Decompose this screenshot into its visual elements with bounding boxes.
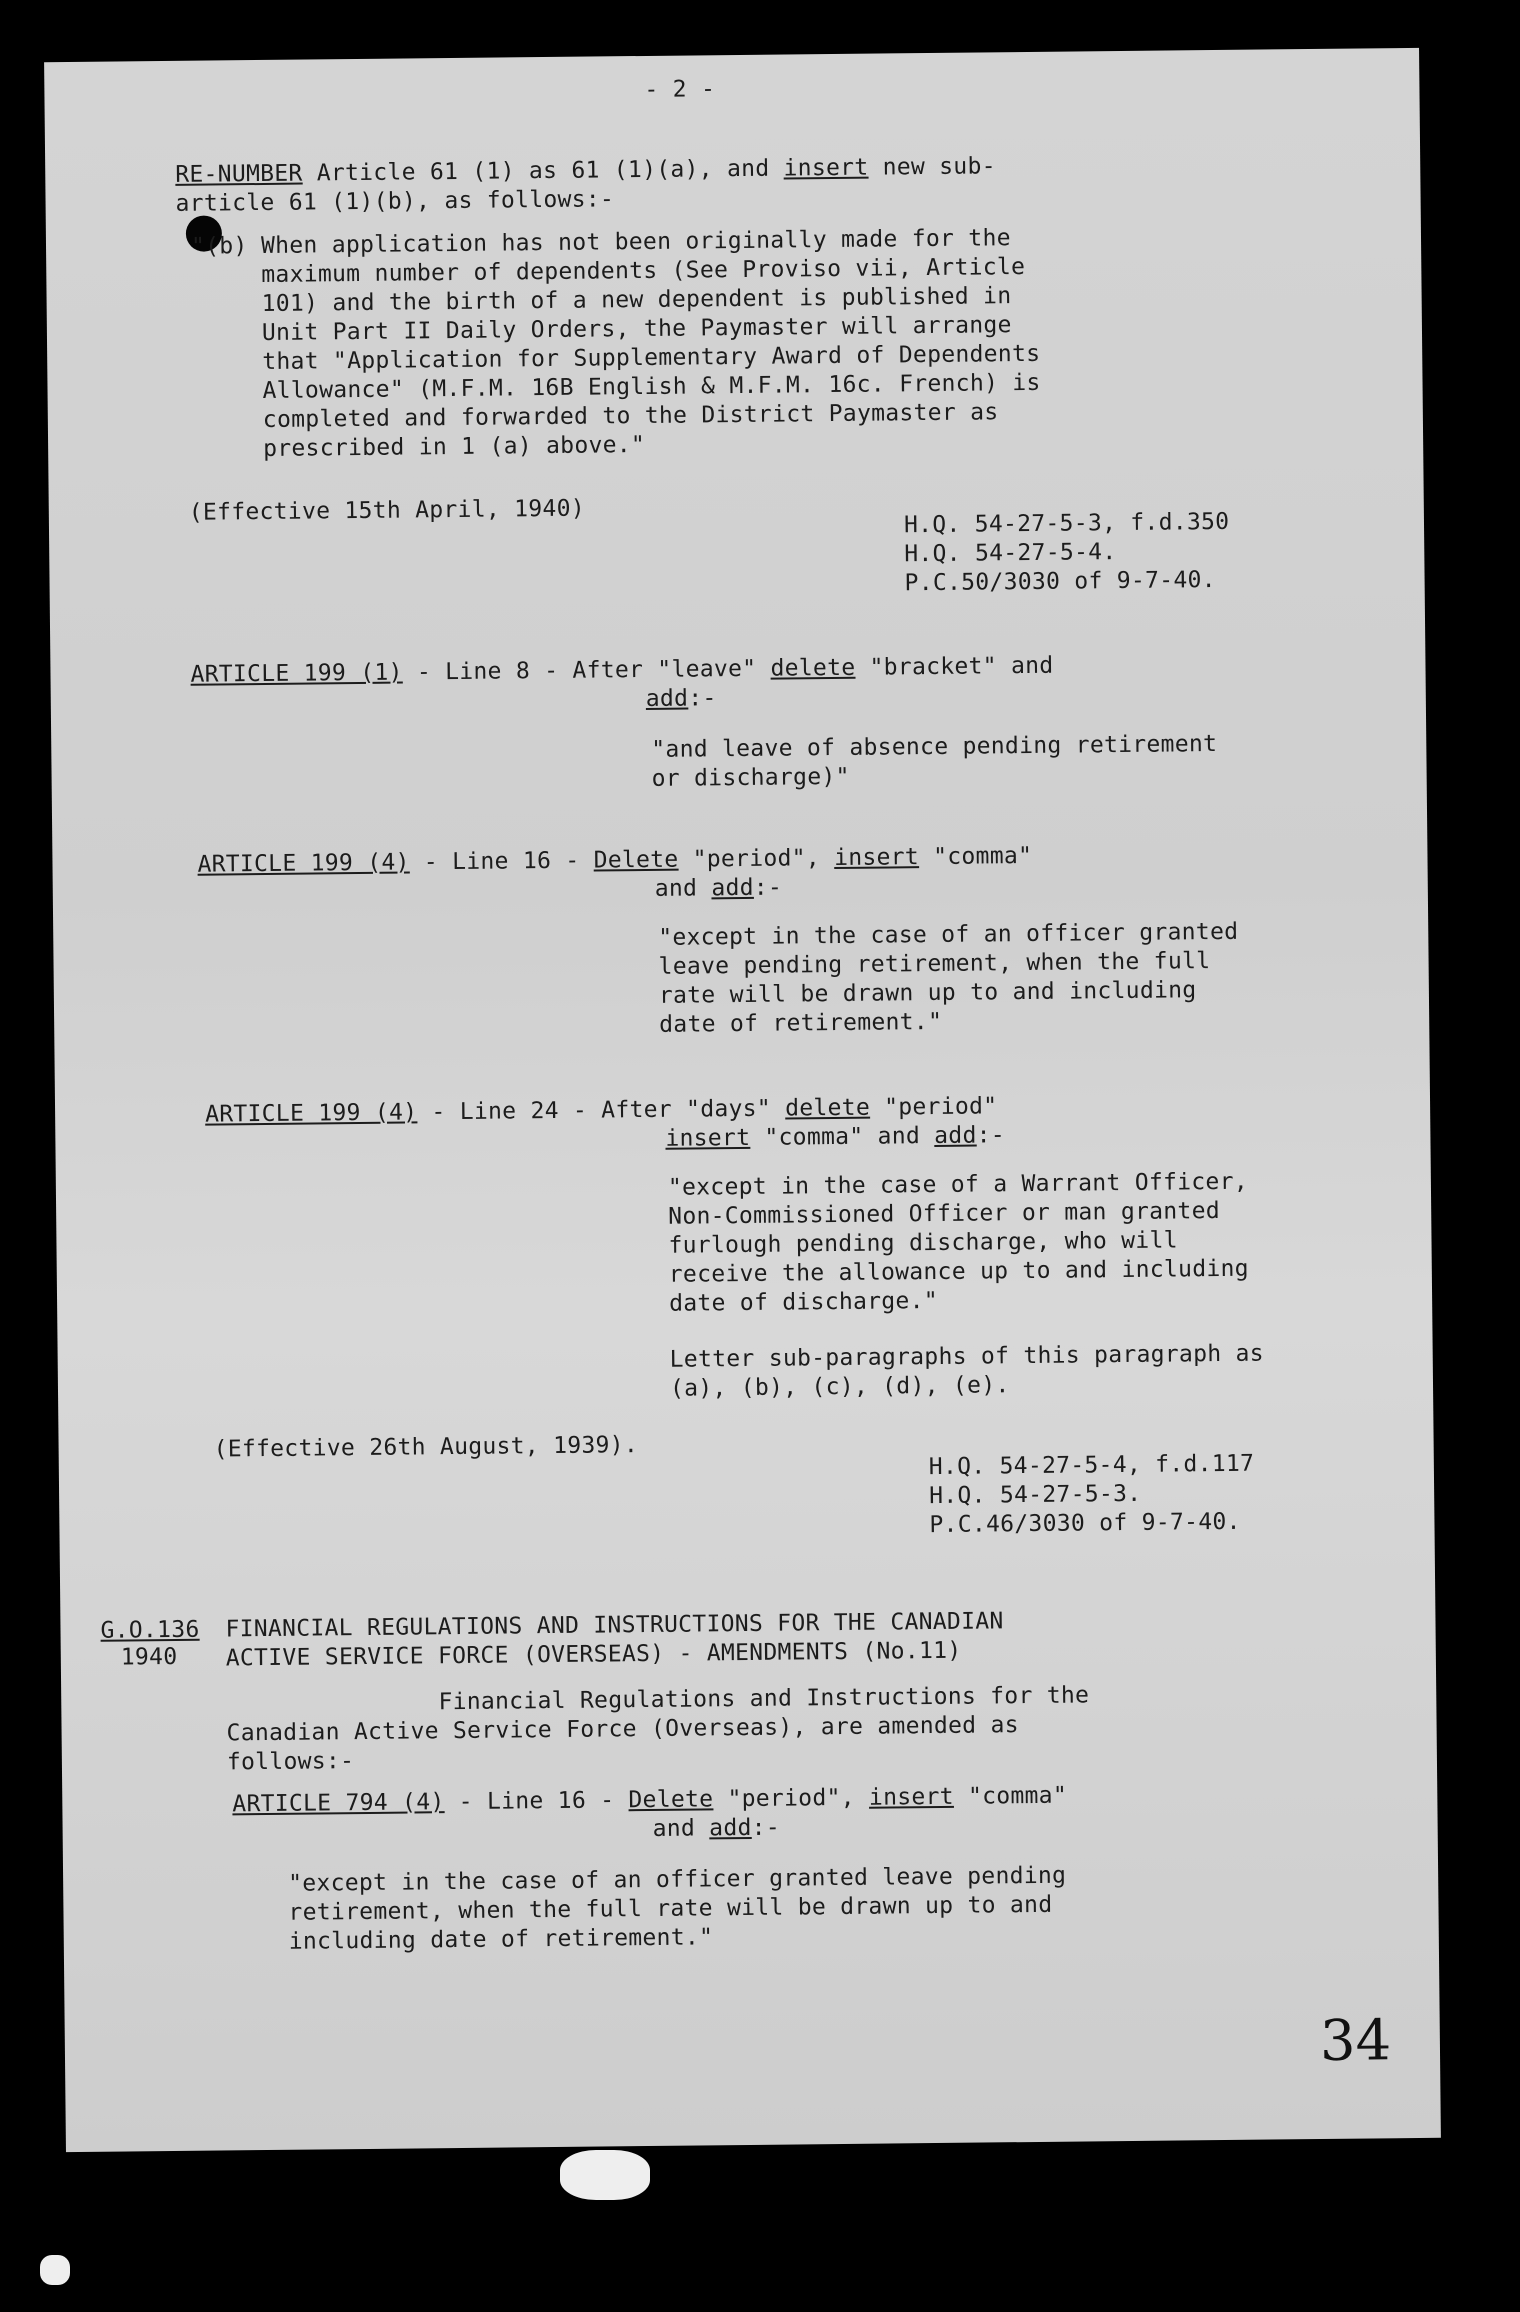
- quote-line: "and leave of absence pending retirement: [651, 731, 1218, 763]
- instruction-text: and: [652, 1815, 710, 1842]
- quote-line: "except in the case of an officer granted leave pending: [288, 1862, 1067, 1897]
- instruction-text: :-: [753, 874, 783, 901]
- article-794-4-add: [652, 1814, 780, 1844]
- instruction-insert: insert: [833, 844, 920, 872]
- quote-line: leave pending retirement, when the full: [658, 948, 1211, 980]
- article-794-4-quote: [288, 1862, 1067, 1957]
- instruction-delete: delete: [770, 654, 856, 682]
- go-number-value: G.O.136: [100, 1616, 200, 1644]
- article-title: ARTICLE 199 (4): [197, 849, 410, 878]
- instruction-text: "comma" and: [750, 1122, 935, 1151]
- go-year: 1940: [120, 1643, 178, 1671]
- reference-line: P.C.46/3030 of 9-7-40.: [929, 1508, 1241, 1539]
- instruction-text: "comma": [918, 842, 1033, 871]
- renumber-line-1: [175, 152, 996, 190]
- renumber-keyword: RE-NUMBER: [175, 160, 303, 188]
- article-199-4-line: [197, 842, 1032, 880]
- reference-line: H.Q. 54-27-5-3.: [929, 1480, 1142, 1510]
- article-199-4-add: [655, 874, 783, 904]
- quote-line: including date of retirement.": [288, 1924, 714, 1955]
- instruction-text: "period": [869, 1093, 998, 1121]
- reference-line: P.C.50/3030 of 9-7-40.: [904, 567, 1216, 597]
- quote-line: retirement, when the full rate will be drawn up to and: [288, 1891, 1053, 1926]
- letter-subparagraphs: [670, 1340, 1265, 1404]
- quote-line: "except in the case of a Warrant Officer,: [667, 1168, 1249, 1201]
- instruction-add: add: [934, 1122, 977, 1149]
- instruction-insert: insert: [665, 1124, 751, 1152]
- instruction-insert: insert: [868, 1783, 954, 1811]
- quote-line: or discharge)": [651, 763, 850, 792]
- scan-artifact: [40, 2255, 70, 2285]
- go-heading: [225, 1607, 1004, 1673]
- effective-date-2: (Effective 26th August, 1939).: [213, 1432, 639, 1463]
- quote-line: "except in the case of an officer granted: [658, 918, 1239, 951]
- article-199-4b-insert: [665, 1121, 1005, 1154]
- letter-line: (a), (b), (c), (d), (e).: [669, 1372, 1010, 1402]
- sub-b-line: prescribed in 1 (a) above.": [263, 431, 646, 462]
- heading-line: FINANCIAL REGULATIONS AND INSTRUCTIONS FOR THE CANADIAN: [225, 1608, 1004, 1643]
- article-199-4b-quote: [668, 1168, 1250, 1319]
- reference-block-2: [929, 1450, 1255, 1540]
- instruction-delete: delete: [785, 1094, 871, 1122]
- renumber-insert: insert: [783, 154, 869, 182]
- article-title: ARTICLE 199 (1): [190, 659, 403, 688]
- instruction-add: add: [709, 1814, 752, 1842]
- renumber-text: Article 61 (1) as 61 (1)(a), and: [302, 155, 784, 187]
- go-intro: [226, 1681, 1090, 1777]
- intro-line: follows:-: [226, 1748, 355, 1776]
- renumber-line-2: article 61 (1)(b), as follows:-: [175, 186, 615, 217]
- article-199-4-quote: [658, 918, 1239, 1040]
- instruction-delete: Delete: [628, 1786, 714, 1814]
- heading-line: ACTIVE SERVICE FORCE (OVERSEAS) - AMENDMENTS (No.11): [225, 1637, 962, 1672]
- sub-b-line: maximum number of dependents (See Proviso vii, Article: [261, 253, 1026, 288]
- reference-line: H.Q. 54-27-5-3, f.d.350: [903, 508, 1230, 539]
- sub-b-line: When application has not been originally made for the: [260, 225, 1011, 259]
- sub-b-paragraph: [261, 224, 1041, 464]
- instruction-text: "period",: [678, 845, 835, 873]
- reference-line: H.Q. 54-27-5-4.: [904, 539, 1117, 568]
- reference-line: H.Q. 54-27-5-4, f.d.117: [928, 1450, 1255, 1481]
- sub-b-line: Unit Part II Daily Orders, the Paymaster will arrange: [261, 312, 1012, 346]
- instruction-delete: Delete: [593, 846, 679, 874]
- document-page: [44, 48, 1441, 2152]
- instruction-text: :-: [976, 1122, 1006, 1149]
- instruction-text: - Line 16 -: [444, 1787, 629, 1816]
- sub-b-line: completed and forwarded to the District Paymaster as: [262, 399, 999, 433]
- quote-line: receive the allowance up to and including: [668, 1255, 1249, 1288]
- article-199-1-add: [646, 684, 717, 714]
- sub-b-marker: "(b): [190, 233, 248, 260]
- quote-line: furlough pending discharge, who will: [668, 1227, 1178, 1259]
- intro-line: Canadian Active Service Force (Overseas), are amended as: [226, 1712, 1019, 1747]
- article-794-4-line: [232, 1782, 1067, 1820]
- instruction-text: :-: [751, 1814, 781, 1841]
- instruction-add: add: [645, 685, 689, 712]
- sub-b-line: Allowance" (M.F.M. 16B English & M.F.M. 16c. French) is: [262, 369, 1041, 404]
- instruction-text: "bracket" and: [855, 652, 1054, 681]
- sub-b-line: that "Application for Supplementary Award of Dependents: [262, 340, 1041, 375]
- instruction-text: and: [654, 875, 712, 902]
- handwritten-page-number: 34: [1319, 2008, 1392, 2075]
- sub-b-line: 101) and the birth of a new dependent is published in: [261, 283, 1012, 317]
- article-title: ARTICLE 794 (4): [232, 1789, 445, 1818]
- quote-line: rate will be drawn up to and including: [658, 977, 1197, 1009]
- letter-line: Letter sub-paragraphs of this paragraph as: [669, 1340, 1265, 1373]
- instruction-text: :-: [688, 685, 717, 712]
- scan-artifact: [560, 2150, 650, 2200]
- reference-block-1: [904, 508, 1230, 598]
- quote-line: date of retirement.": [659, 1008, 943, 1038]
- instruction-text: "comma": [953, 1782, 1068, 1810]
- instruction-text: "period",: [713, 1784, 870, 1813]
- intro-line: Financial Regulations and Instructions for the: [226, 1682, 1090, 1718]
- renumber-text-end: new sub-: [868, 153, 996, 181]
- quote-line: Non-Commissioned Officer or man granted: [668, 1198, 1221, 1230]
- instruction-text: - Line 16 -: [409, 847, 594, 876]
- quote-line: date of discharge.": [668, 1287, 939, 1317]
- effective-date-1: (Effective 15th April, 1940): [188, 495, 586, 526]
- go-number: [100, 1616, 199, 1646]
- article-title: ARTICLE 199 (4): [204, 1099, 418, 1128]
- instruction-add: add: [711, 874, 754, 902]
- instruction-text: - Line 24 - After "days": [417, 1095, 786, 1126]
- article-199-1-quote: [651, 730, 1217, 794]
- page-number: - 2 -: [644, 76, 716, 103]
- article-199-1-line: [190, 652, 1053, 690]
- instruction-text: - Line 8 - After "leave": [402, 655, 771, 686]
